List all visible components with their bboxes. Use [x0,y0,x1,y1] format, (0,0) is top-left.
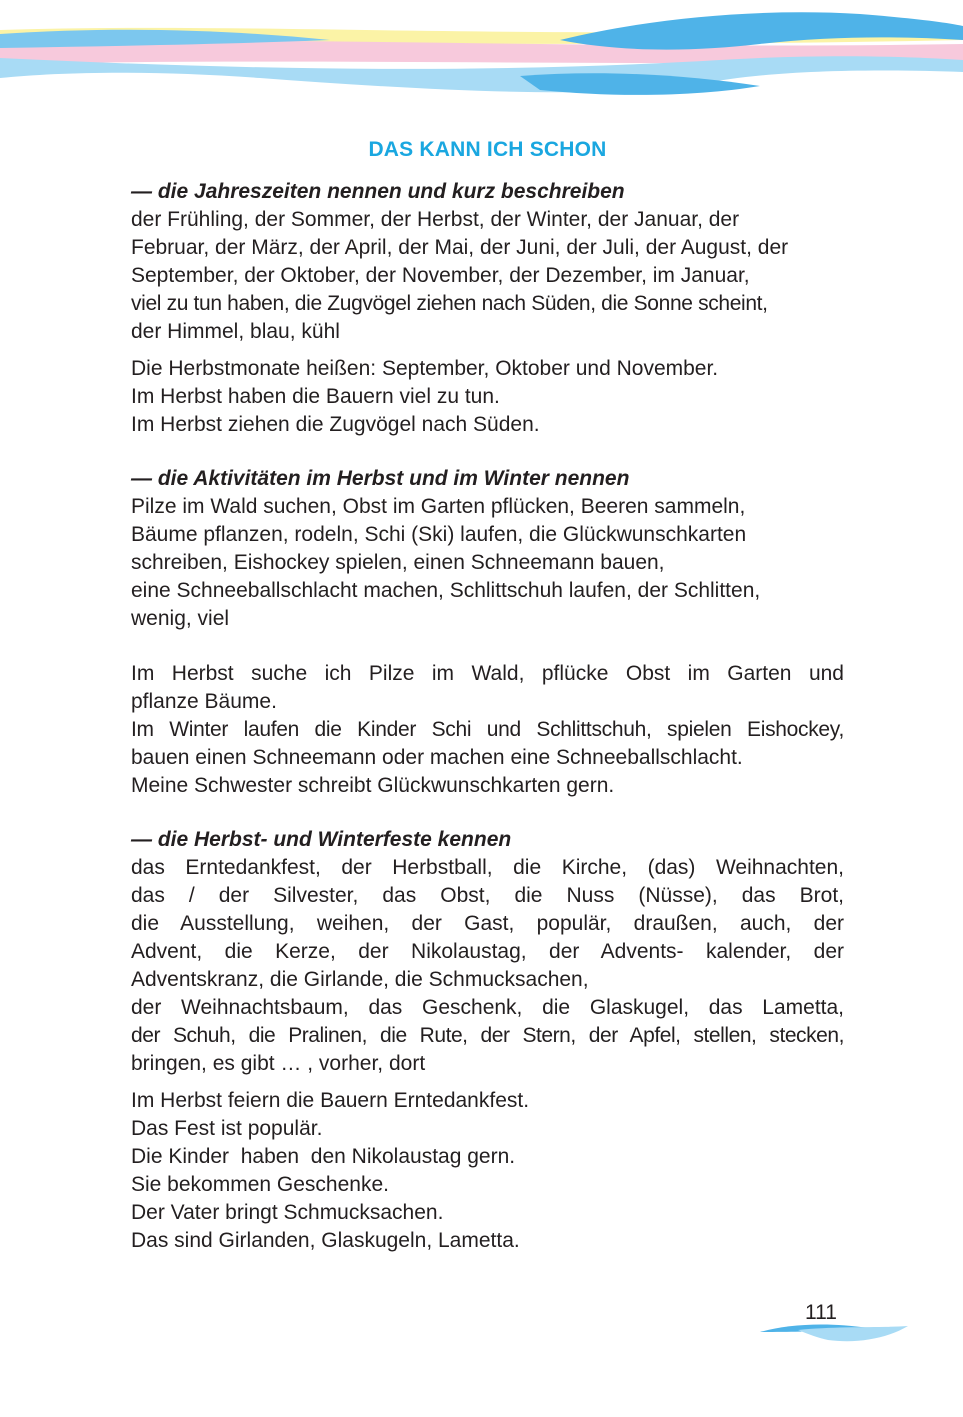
vocabulary-block-festivals [131,854,844,1078]
example-sentences-festivals [131,1087,844,1255]
vocabulary-line: das Erntedankfest, der Herbstball, die Kirche, (das) Weihnachten, [131,856,844,879]
vocabulary-line: bringen, es gibt … , vorher, dort [131,1052,426,1075]
vocabulary-block-activities [131,493,844,633]
example-sentence: Das sind Girlanden, Glaskugeln, Lametta. [131,1229,520,1252]
vocabulary-line: der Frühling, der Sommer, der Herbst, der Winter, der Januar, der [131,208,740,231]
example-sentences-seasons [131,355,844,439]
top-wave-decoration [0,0,963,110]
vocabulary-block-seasons [131,206,844,346]
vocabulary-line: viel zu tun haben, die Zugvögel ziehen nach Süden, die Sonne scheint, [131,292,768,315]
vocabulary-line: Pilze im Wald suchen, Obst im Garten pflücken, Beeren sammeln, [131,495,746,518]
example-sentence: Im Herbst haben die Bauern viel zu tun. [131,385,500,408]
vocabulary-line: wenig, viel [131,607,230,630]
vocabulary-line: eine Schneeballschlacht machen, Schlittschuh laufen, der Schlitten, [131,579,761,602]
page-content [131,136,844,1255]
example-sentence: Die Kinder haben den Nikolaustag gern. [131,1145,516,1168]
vocabulary-line: schreiben, Eishockey spielen, einen Schneemann bauen, [131,551,665,574]
page-number-wave-decoration [758,1318,908,1348]
section-heading-festivals: — die Herbst- und Winterfeste kennen [131,828,512,851]
example-sentence: Sie bekommen Geschenke. [131,1173,389,1196]
vocabulary-line: der Weihnachtsbaum, das Geschenk, die Glaskugel, das Lametta, [131,996,844,1019]
example-sentences-activities [131,660,844,800]
vocabulary-line: der Schuh, die Pralinen, die Rute, der Stern, der Apfel, stellen, stecken, [131,1024,844,1047]
section-heading-activities: — die Aktivitäten im Herbst und im Winter nennen [131,467,630,490]
example-sentence: Im Herbst ziehen die Zugvögel nach Süden. [131,413,540,436]
example-sentence: Der Vater bringt Schmucksachen. [131,1201,444,1224]
vocabulary-line: Adventskranz, die Girlande, die Schmucksachen, [131,968,589,991]
vocabulary-line: Advent, die Kerze, der Nikolaustag, der Advents- kalender, der [131,940,844,963]
vocabulary-line: die Ausstellung, weihen, der Gast, populär, draußen, auch, der [131,912,844,935]
section-heading-seasons: — die Jahreszeiten nennen und kurz beschreiben [131,180,625,203]
example-sentence: bauen einen Schneemann oder machen eine Schneeballschlacht. [131,746,743,769]
vocabulary-line: Februar, der März, der April, der Mai, der Juni, der Juli, der August, der [131,236,789,259]
vocabulary-line: das / der Silvester, das Obst, die Nuss (Nüsse), das Brot, [131,884,844,907]
page-title: DAS KANN ICH SCHON [368,138,607,161]
example-sentence: Im Herbst feiern die Bauern Erntedankfest. [131,1089,530,1112]
example-sentence: Im Winter laufen die Kinder Schi und Schlittschuh, spielen Eishockey, [131,718,844,741]
vocabulary-line: Bäume pflanzen, rodeln, Schi (Ski) laufen, die Glückwunschkarten [131,523,747,546]
page-number: 111 [805,1301,837,1324]
example-sentence: Im Herbst suche ich Pilze im Wald, pflücke Obst im Garten und [131,662,844,685]
example-sentence: Meine Schwester schreibt Glückwunschkarten gern. [131,774,615,797]
example-sentence: Die Herbstmonate heißen: September, Oktober und November. [131,357,719,380]
vocabulary-line: der Himmel, blau, kühl [131,320,340,343]
vocabulary-line: September, der Oktober, der November, der Dezember, im Januar, [131,264,750,287]
example-sentence: pflanze Bäume. [131,690,277,713]
example-sentence: Das Fest ist populär. [131,1117,323,1140]
